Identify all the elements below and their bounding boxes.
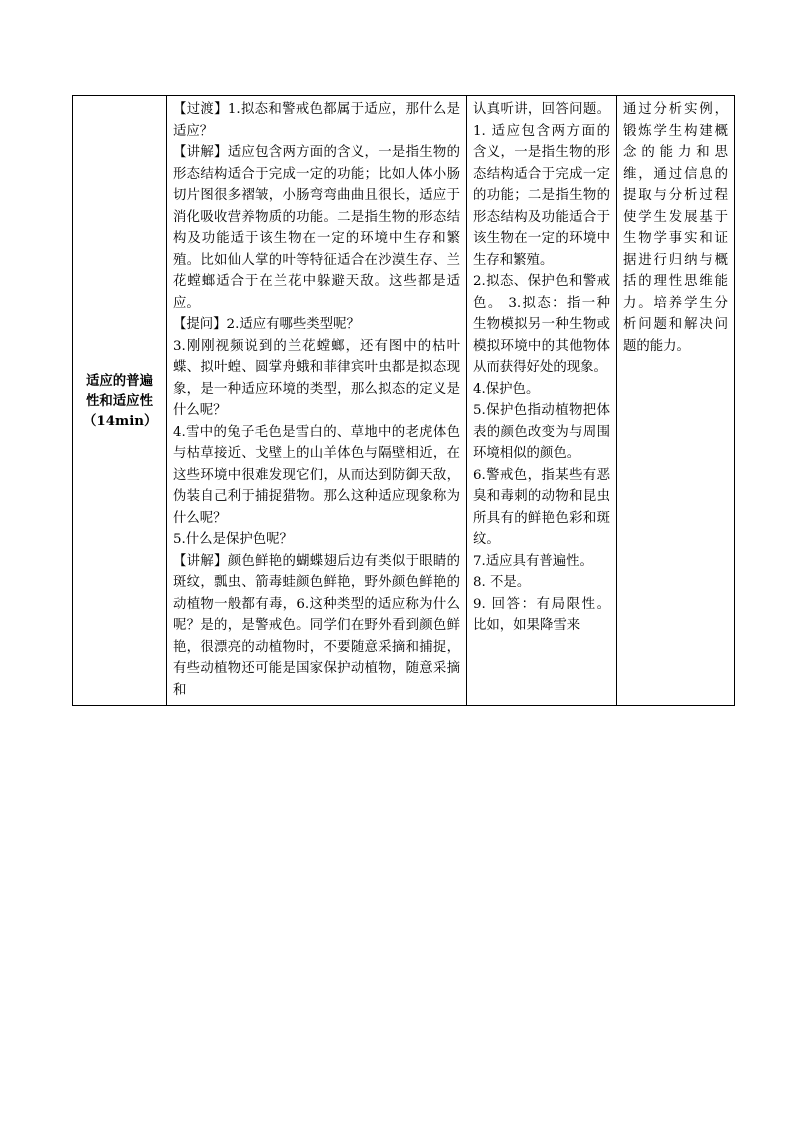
lesson-plan-table [72,95,735,706]
teacher-paragraph: 3.刚刚视频说到的兰花螳螂，还有图中的枯叶蝶、拟叶蝗、圆掌舟蛾和菲律宾叶虫都是拟态现象，是一种适应环境的类型，那么拟态的定义是什么呢？ [173,338,460,418]
topic-title: 适应的普遍性和适应性 [86,372,153,409]
student-activity-cell [467,96,617,706]
teacher-paragraph: 【讲解】适应包含两方面的含义，一是指生物的形态结构适合于完成一定的功能；比如人体小肠切片图很多褶皱，小肠弯弯曲曲且很长，适应于消化吸收营养物质的功能。二是指生物的形态结构及功能适于该生物在一定的环境中生存和繁殖。比如仙人掌的叶等特征适合在沙漠生存、兰花螳螂适合于在兰花中躲避天敌。这些都是适应。 [173,145,460,311]
student-paragraph: 9. 回答：有局限性。比如，如果降雪来 [473,596,610,633]
topic-cell [73,96,167,706]
teacher-paragraph: 【过渡】1.拟态和警戒色都属于适应，那什么是适应？ [173,102,460,139]
design-intent-text: 通过分析实例，锻炼学生构建概念的能力和思维，通过信息的提取与分析过程使学生发展基于生物学事实和证据进行归纳与概括的理性思维能力。培养学生分析问题和解决问题的能力。 [623,102,728,354]
student-paragraph: 4.保护色。 [473,381,540,397]
design-intent-cell [617,96,735,706]
teacher-paragraph: 4.雪中的兔子毛色是雪白的、草地中的老虎体色与枯草接近、戈壁上的山羊体色与隔壁相近，在这些环境中很难发现它们，从而达到防御天敌，伪装自己利于捕捉猎物。那么这种适应现象称为什么呢？ [173,424,460,526]
student-paragraph: 2.拟态、保护色和警戒色。 3.拟态：指一种生物模拟另一种生物或模拟环境中的其他物体从而获得好处的现象。 [473,274,610,375]
student-paragraph: 6.警戒色，指某些有恶臭和毒刺的动物和昆虫所具有的鲜艳色彩和斑纹。 [473,467,610,547]
student-paragraph: 认真听讲，回答问题。1. 适应包含两方面的含义，一是指生物的形态结构适合于完成一定的功能；二是指生物的形态结构及功能适合于该生物在一定的环境中生存和繁殖。 [473,102,610,268]
teacher-activity-cell [167,96,467,706]
student-paragraph: 8. 不是。 [473,575,531,590]
teacher-paragraph: 【提问】2.适应有哪些类型呢？ [173,317,360,332]
teacher-paragraph: 【讲解】颜色鲜艳的蝴蝶翅后边有类似于眼睛的斑纹，瓢虫、箭毒蛙颜色鲜艳，野外颜色鲜艳的动植物一般都有毒，6.这种类型的适应称为什么呢？是的，是警戒色。同学们在野外看到颜色鲜艳，很漂亮的动植物时，不要随意采摘和捕捉，有些动植物还可能是国家保护动植物，随意采摘和 [173,553,460,698]
table-row [73,96,735,706]
teacher-paragraph: 5.什么是保护色呢？ [173,532,293,547]
topic-time: （14min） [83,412,158,429]
student-paragraph: 5.保护色指动植物把体表的颜色改变为与周围环境相似的颜色。 [473,403,610,461]
student-paragraph: 7.适应具有普遍性。 [473,553,593,569]
